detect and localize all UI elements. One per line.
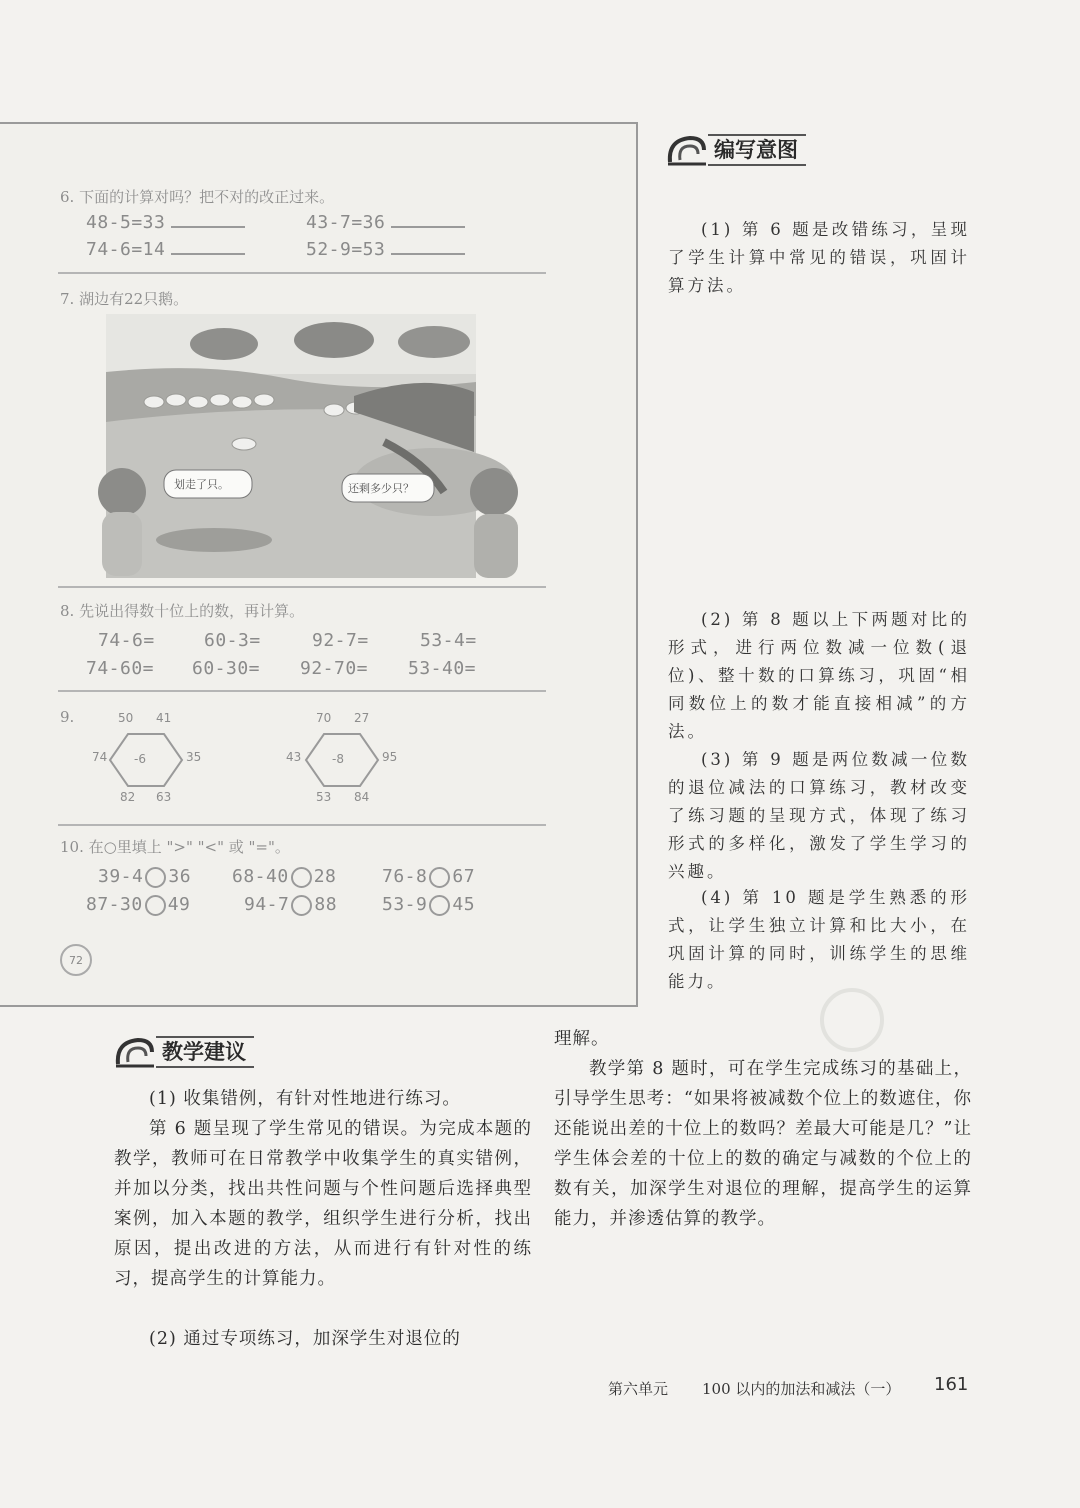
q10-item: 39-4 36 — [98, 866, 192, 887]
divider — [58, 272, 546, 274]
q10-prompt: 10. 在○里填上 ">" "<" 或 "="。 — [60, 838, 290, 856]
divider — [58, 824, 546, 826]
hex2-top-left: 70 — [316, 711, 332, 725]
hex2-bottom-left: 53 — [316, 790, 332, 804]
q6-prompt: 6. 下面的计算对吗？把不对的改正过来。 — [60, 188, 335, 206]
hex1-center: -6 — [134, 752, 146, 766]
divider — [58, 690, 546, 692]
q10-item: 68-40 28 — [232, 866, 337, 887]
q8-item: 92-7= — [312, 630, 369, 651]
intent-heading — [664, 132, 806, 168]
q9-label: 9. — [60, 708, 75, 726]
suggestion-paragraph-2: 教学第 8 题时，可在学生完成练习的基础上，引导学生思考：“如果将被减数个位上的数遮住，你还能说出差的十位上的数吗？差最大可能是几？”让学生体会差的十位上的数的确定与减数的个位上的数有关，加深学生对退位的理解，提高学生的运算能力，并渗透估算的教学。 — [554, 1059, 972, 1229]
q8-item: 53-40= — [408, 658, 477, 679]
divider — [58, 586, 546, 588]
hex2-right: 95 — [382, 750, 398, 764]
q10-item: 53-9 45 — [382, 894, 476, 915]
hex2-top-right: 27 — [354, 711, 370, 725]
footer-title: 100 以内的加法和减法（一） — [702, 1380, 901, 1398]
q10-item: 87-30 49 — [86, 894, 191, 915]
q10-item: 76-8 67 — [382, 866, 476, 887]
book-swirl-icon — [664, 132, 708, 168]
intent-heading-text: 编写意图 — [708, 134, 806, 166]
speech-bubble-left: 划走了只。 — [174, 478, 229, 491]
hex1-bottom-right: 63 — [156, 790, 172, 804]
hex2-bottom-right: 84 — [354, 790, 370, 804]
hex1-top-right: 41 — [156, 711, 172, 725]
q6-item: 74-6=14 — [86, 239, 245, 260]
q8-item: 74-60= — [86, 658, 155, 679]
intent-paragraph-3: (3) 第 9 题是两位数减一位数的退位减法的口算练习，教材改变了练习题的呈现方式，体现了练习形式的多样化，激发了学生学习的兴趣。 — [668, 750, 970, 881]
lake-geese-illustration — [84, 312, 548, 580]
q8-item: 92-70= — [300, 658, 369, 679]
footer-page-number: 161 — [934, 1374, 969, 1395]
hex1-top-left: 50 — [118, 711, 134, 725]
q7-prompt: 7. 湖边有22只鹅。 — [60, 290, 189, 308]
hex1-right: 35 — [186, 750, 202, 764]
q6-item: 52-9=53 — [306, 239, 465, 260]
suggestion-item-1: (1) 收集错例，有针对性地进行练习。 — [149, 1089, 461, 1109]
intent-paragraph-2: (2) 第 8 题以上下两题对比的形式，进行两位数减一位数(退位)、整十数的口算练习，巩固“相同数位上的数才能直接相减”的方法。 — [668, 610, 970, 741]
speech-bubble-right: 还剩多少只？ — [348, 482, 414, 495]
hex1-left: 74 — [92, 750, 108, 764]
hex2-center: -8 — [332, 752, 344, 766]
q8-item: 60-3= — [204, 630, 261, 651]
intent-paragraph-4: (4) 第 10 题是学生熟悉的形式，让学生独立计算和比大小，在巩固计算的同时，训练学生的思维能力。 — [668, 888, 970, 991]
hex2-left: 43 — [286, 750, 302, 764]
textbook-page-number: 72 — [60, 944, 92, 976]
suggestion-paragraph-1: 第 6 题呈现了学生常见的错误。为完成本题的教学，教师可在日常教学中收集学生的真实错例，并加以分类，找出共性问题与个性问题后选择典型案例，加入本题的教学，组织学生进行分析，找出原因，提出改进的方法，从而进行有针对性的练习，提高学生的计算能力。 — [114, 1119, 532, 1289]
footer-unit: 第六单元 — [608, 1380, 669, 1398]
q8-item: 60-30= — [192, 658, 261, 679]
hexagon-shape — [108, 730, 184, 790]
book-swirl-icon — [112, 1034, 156, 1070]
q6-item: 43-7=36 — [306, 212, 465, 233]
intent-paragraph-1: (1) 第 6 题是改错练习，呈现了学生计算中常见的错误，巩固计算方法。 — [668, 220, 970, 295]
hex1-bottom-left: 82 — [120, 790, 136, 804]
q8-item: 74-6= — [98, 630, 155, 651]
q8-item: 53-4= — [420, 630, 477, 651]
q6-item: 48-5=33 — [86, 212, 245, 233]
suggestions-heading-text: 教学建议 — [156, 1036, 254, 1068]
suggestions-heading — [112, 1034, 254, 1070]
suggestion-item-2: (2) 通过专项练习，加深学生对退位的 — [149, 1329, 461, 1349]
q8-prompt: 8. 先说出得数十位上的数，再计算。 — [60, 602, 305, 620]
q10-item: 94-7 88 — [244, 894, 338, 915]
suggestion-continued: 理解。 — [554, 1029, 610, 1049]
